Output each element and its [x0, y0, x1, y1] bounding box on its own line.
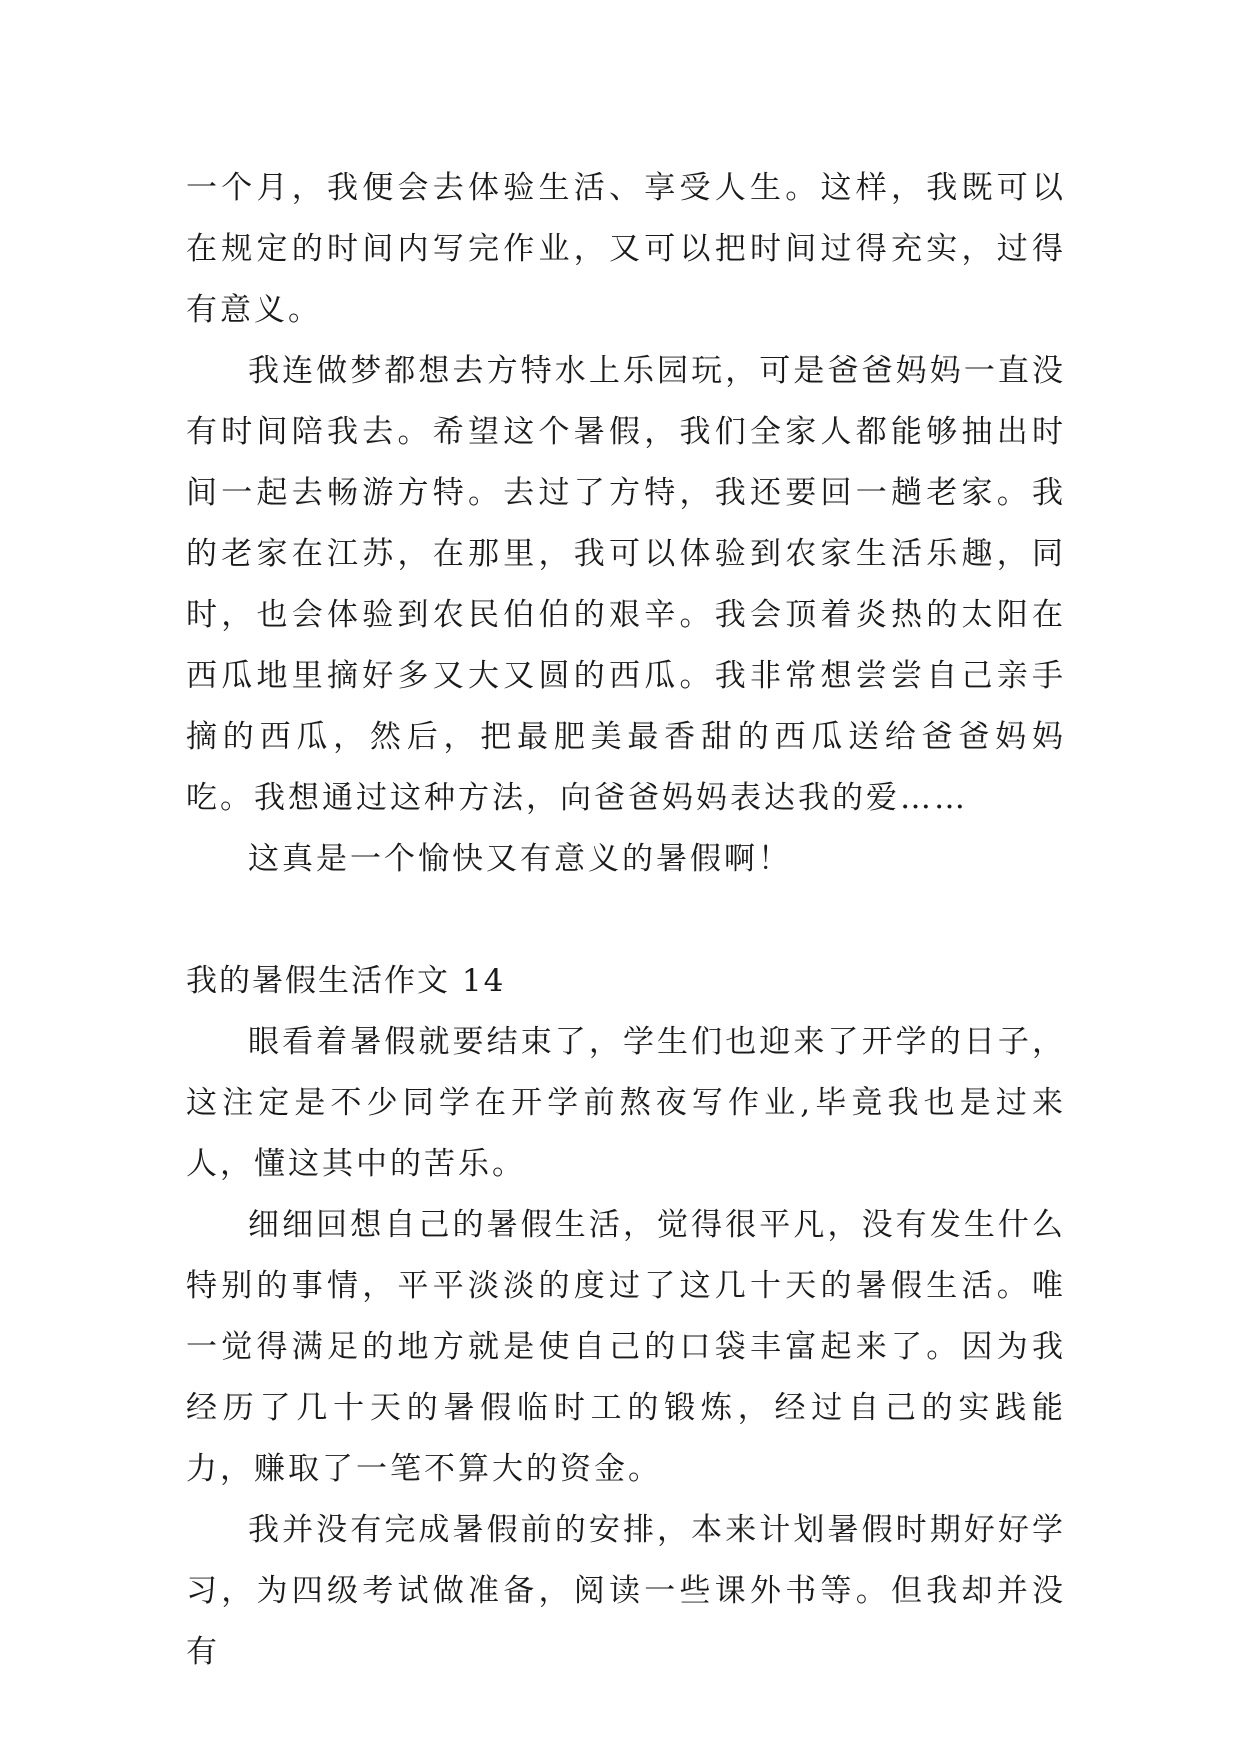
paragraph: 细细回想自己的暑假生活，觉得很平凡，没有发生什么特别的事情，平平淡淡的度过了这几十天的暑假生活。唯一觉得满足的地方就是使自己的口袋丰富起来了。因为我经历了几十天的暑假临时工的锻炼，经过自己的实践能力，赚取了一笔不算大的资金。 — [186, 1207, 1066, 1487]
paragraph: 我并没有完成暑假前的安排，本来计划暑假时期好好学习，为四级考试做准备，阅读一些课外书等。但我却并没有 — [186, 1512, 1066, 1670]
paragraph: 眼看着暑假就要结束了，学生们也迎来了开学的日子，这注定是不少同学在开学前熬夜写作业,毕竟我也是过来人，懂这其中的苦乐。 — [186, 1024, 1066, 1182]
paragraph-continuation: 一个月，我便会去体验生活、享受人生。这样，我既可以在规定的时间内写完作业，又可以把时间过得充实，过得有意义。 — [186, 170, 1066, 328]
document-body — [186, 158, 1066, 1683]
essay-title: 我的暑假生活作文 14 — [186, 963, 506, 999]
paragraph: 这真是一个愉快又有意义的暑假啊！ — [248, 841, 792, 877]
paragraph: 我连做梦都想去方特水上乐园玩，可是爸爸妈妈一直没有时间陪我去。希望这个暑假，我们全家人都能够抽出时间一起去畅游方特。去过了方特，我还要回一趟老家。我的老家在江苏，在那里，我可以体验到农家生活乐趣，同时，也会体验到农民伯伯的艰辛。我会顶着炎热的太阳在西瓜地里摘好多又大又圆的西瓜。我非常想尝尝自己亲手摘的西瓜，然后，把最肥美最香甜的西瓜送给爸爸妈妈吃。我想通过这种方法，向爸爸妈妈表达我的爱…… — [186, 353, 1066, 816]
